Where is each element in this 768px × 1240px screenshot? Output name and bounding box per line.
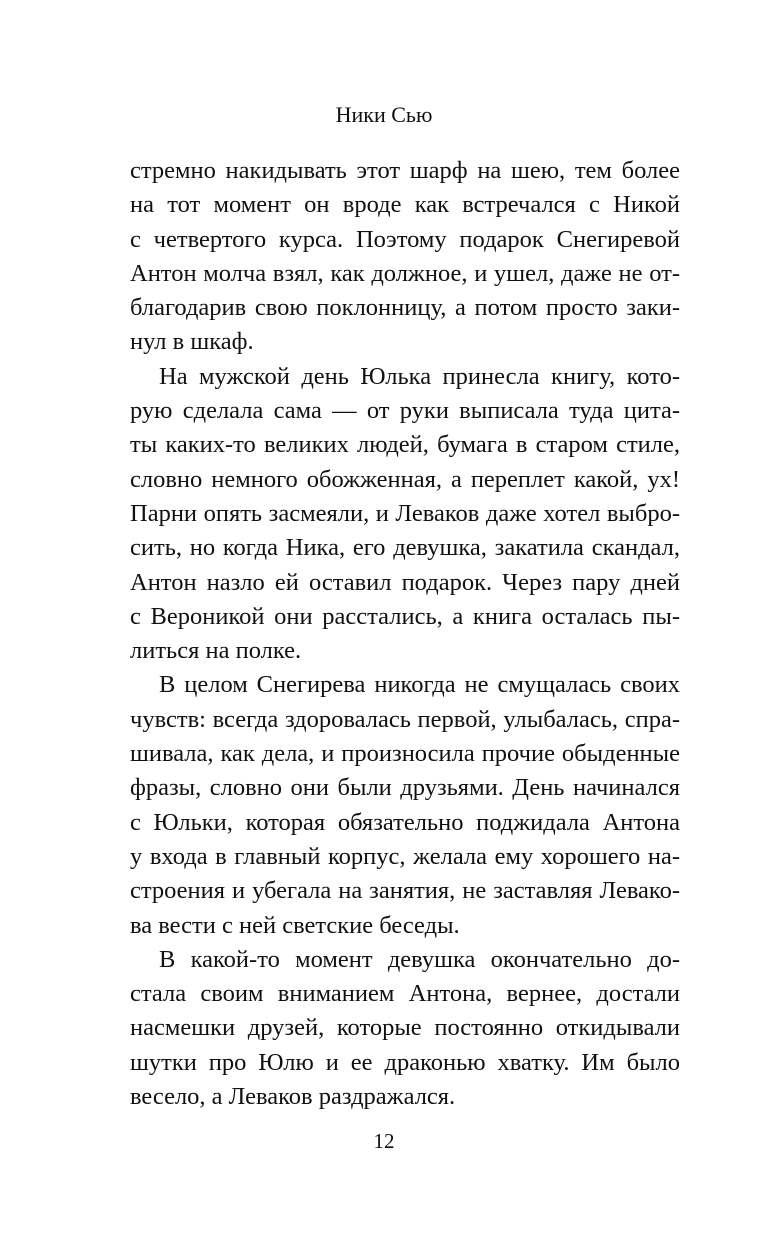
text-line: стремно накидывать этот шарф на шею, тем более: [130, 157, 680, 184]
text-line: ва вести с ней светские беседы.: [130, 911, 460, 939]
paragraph-first-line: На мужской день Юлька принесла книгу, кото-: [159, 362, 680, 390]
text-line: шивала, как дела, и произносила прочие обыденные: [130, 740, 680, 768]
text-line: стала своим вниманием Антона, вернее, достали: [130, 980, 680, 1008]
text-line: насмешки друзей, которые постоянно откидывали: [130, 1014, 680, 1042]
paragraph-first-line: В целом Снегирева никогда не смущалась своих: [159, 671, 680, 699]
text-line: литься на полке.: [130, 637, 302, 665]
text-line: у входа в главный корпус, желала ему хорошего на-: [130, 842, 680, 870]
text-line: с четвертого курса. Поэтому подарок Снегиревой: [130, 225, 680, 253]
page-number: 12: [373, 1129, 395, 1153]
text-line: нул в шкаф.: [130, 328, 254, 356]
text-line: Антон молча взял, как должное, и ушел, даже не от-: [130, 259, 680, 287]
text-line: словно немного обожженная, а переплет какой, ух!: [130, 465, 680, 493]
text-line: строения и убегала на занятия, не заставляя Левако-: [130, 877, 680, 905]
body-text: [130, 154, 680, 1114]
text-line: сить, но когда Ника, его девушка, закатила скандал,: [130, 534, 680, 562]
text-line: весело, а Леваков раздражался.: [130, 1083, 456, 1111]
running-header: Ники Сью: [335, 102, 433, 127]
text-line: чувств: всегда здоровалась первой, улыбалась, спра-: [130, 705, 680, 733]
text-line: на тот момент он вроде как встречался с Никой: [130, 191, 680, 219]
text-line: с Юльки, которая обязательно поджидала Антона: [130, 808, 680, 836]
paragraph-first-line: В какой-то момент девушка окончательно до-: [159, 945, 680, 973]
text-line: рую сделала сама — от руки выписала туда цита-: [130, 397, 680, 425]
text-line: шутки про Юлю и ее драконью хватку. Им было: [130, 1048, 680, 1076]
text-line: ты каких-то великих людей, бумага в старом стиле,: [130, 431, 680, 459]
text-line: фразы, словно они были друзьями. День начинался: [130, 774, 680, 802]
text-line: Антон назло ей оставил подарок. Через пару дней: [130, 568, 680, 596]
text-line: благодарив свою поклонницу, а потом просто заки-: [130, 294, 680, 322]
text-line: Парни опять засмеяли, и Леваков даже хотел выбро-: [130, 499, 680, 527]
text-line: с Вероникой они расстались, а книга осталась пы-: [130, 602, 680, 630]
